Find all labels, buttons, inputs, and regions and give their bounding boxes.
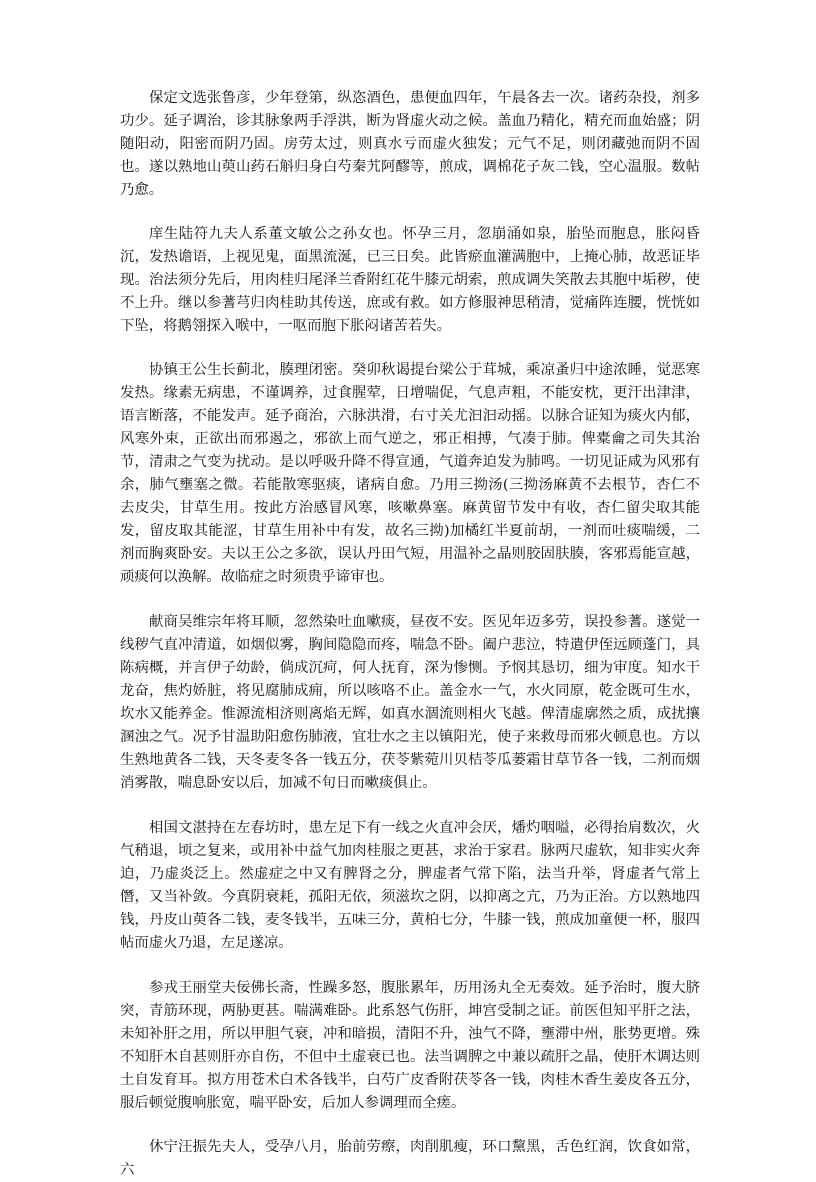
case-paragraph-3: 协镇王公生长蓟北，腠理闭密。癸卯秋谒提台梁公于茸城，乘凉蚤归中途浓睡，觉恶寒发热。缘素无病患，不谨调养，过食腥荤，日增喘促，气息声粗，不能安枕，更汗出津津，语言断落，不能发声。延予商治，六脉洪滑，右寸关尤汩汩动摇。以脉合证知为痰火内郁，风寒外束，正欲出而邪遏之，邪欲上而气逆之，邪正相搏，气凑于肺。俾橐龠之司失其治节，清肃之气变为扰动。是以呼吸升降不得宣通，气道奔迫发为肺鸣。一切见证咸为风邪有余，肺气壅塞之微。若能散寒驱痰，诸病自愈。乃用三拗汤(三拗汤麻黄不去根节，杏仁不去皮尖，甘草生用。按此方治感冒风寒，咳嗽鼻塞。麻黄留节发中有收，杏仁留尖取其能发，留皮取其能涩，甘草生用补中有发，故名三拗)加橘红半夏前胡，一剂而吐痰喘缓，二剂而胸爽卧安。夫以王公之多欲，误认丹田气短，用温补之晶则胶固肤腠，客邪焉能宣越，顽痰何以涣解。故临症之时须贵乎谛审也。 [120, 362, 700, 585]
case-paragraph-7: 休宁汪振先夫人，受孕八月，胎前劳瘵，肉削肌瘦，环口黧黑，舌色红润，饮食如常，六 [120, 1139, 700, 1178]
case-paragraph-1: 保定文选张鲁彦，少年登第，纵恣酒色，患便血四年，午晨各去一次。诸药杂投，剂多功少。延子调治，诊其脉象两手浮洪，断为肾虚火动之候。盖血乃精化，精充而血始盛；阴随阳动，阳密而阴乃固。房劳太过，则真水亏而虚火独发；元气不足，则闭藏弛而阴不固也。遂以熟地山萸山药石斛归身白芍秦艽阿醪等，煎成，调棉花子灰二钱，空心温服。数帖乃愈。 [120, 90, 700, 198]
case-paragraph-6: 参戎王丽堂夫佞佛长斋，性躁多怒，腹胀累年，历用汤丸全无奏效。延予治时，腹大脐突，青筋环现，两胁更甚。喘满难卧。此系怒气伤肝，坤宫受制之证。前医但知平肝之法，未知补肝之用，所以甲胆气衰，冲和暗损，清阳不升，浊气不降，壅滞中州，胀势更增。殊不知肝木自甚则肝亦自伤，不但中土虚衰已也。法当调脾之中兼以疏肝之晶，使肝木调达则土自发育耳。拟方用苍术白术各钱半，白芍广皮香附茯苓各一钱，肉桂木香生姜皮各五分，服后顿觉腹响胀宽，喘平卧安，后加人参调理而全瘥。 [120, 980, 700, 1111]
case-paragraph-2: 庠生陆符九夫人系董文敏公之孙女也。怀孕三月，忽崩涌如泉，胎坠而胞息，胀闷昏沉，发热谵语，上视见鬼，面黑流涎，已三日矣。此皆瘀血灌满胞中，上掩心肺，故恶证毕现。治法须分先后，用肉桂归尾泽兰香附红花牛膝元胡索，煎成调失笑散去其胞中垢秽，使不上升。继以参蓍芎归肉桂助其传送，庶或有救。如方修服神思稍清，觉痛阵连腰，恍恍如下坠，将鹅翎探入喉中，一呕而胞下胀闷诸苦若失。 [120, 226, 700, 334]
case-paragraph-5: 相国文湛持在左春坊时，患左足下有一线之火直冲会厌，燔灼咽嗌，必得抬肩数次，火气稍退，顷之复来，或用补中益气加肉桂服之更甚，求治于家君。脉两尺虚软，知非实火奔迫，乃虚炎泛上。然虚症之中又有脾肾之分，脾虚者气常下陷，法当升举，肾虚者气常上僭，又当补敛。今真阴衰耗，孤阳无依，须滋坎之阴，以抑离之亢，乃为正治。方以熟地四钱，丹皮山萸各二钱，麦冬钱半，五味三分，黄柏七分，牛膝一钱，煎成加童便一杯，服四帖而虚火乃退，左足遂凉。 [120, 820, 700, 951]
case-paragraph-4: 献商吴维宗年将耳顺，忽然染吐血嗽痰，昼夜不安。医见年迈多劳，误投参蓍。遂觉一线秽气直冲清道，如烟似雾，胸间隐隐而疼，喘急不卧。阖户悲泣，特遣伊侄远顾蓬门，具陈病概，并言伊子幼龄，倘成沉疴，何人抚育，深为惨恻。予悯其恳切，细为审度。知水干龙奋，焦灼娇脏，将见腐肺成痈，所以咳咯不止。盖金水一气，水火同原，乾金既可生水，坎水又能养金。惟源流相济则离焰无辉，如真水涸流则相火飞越。俾清虚廓然之质，成扰攘溷浊之气。况予甘温助阳愈伤肺液，宜壮水之主以镇阳光，使子来救母而邪火顿息也。方以生熟地黄各二钱，天冬麦冬各一钱五分，茯苓紫菀川贝桔苓瓜蒌霜甘草节各一钱，二剂而烟消雾散，喘息卧安以后，加减不旬日而嗽痰俱止。 [120, 614, 700, 791]
